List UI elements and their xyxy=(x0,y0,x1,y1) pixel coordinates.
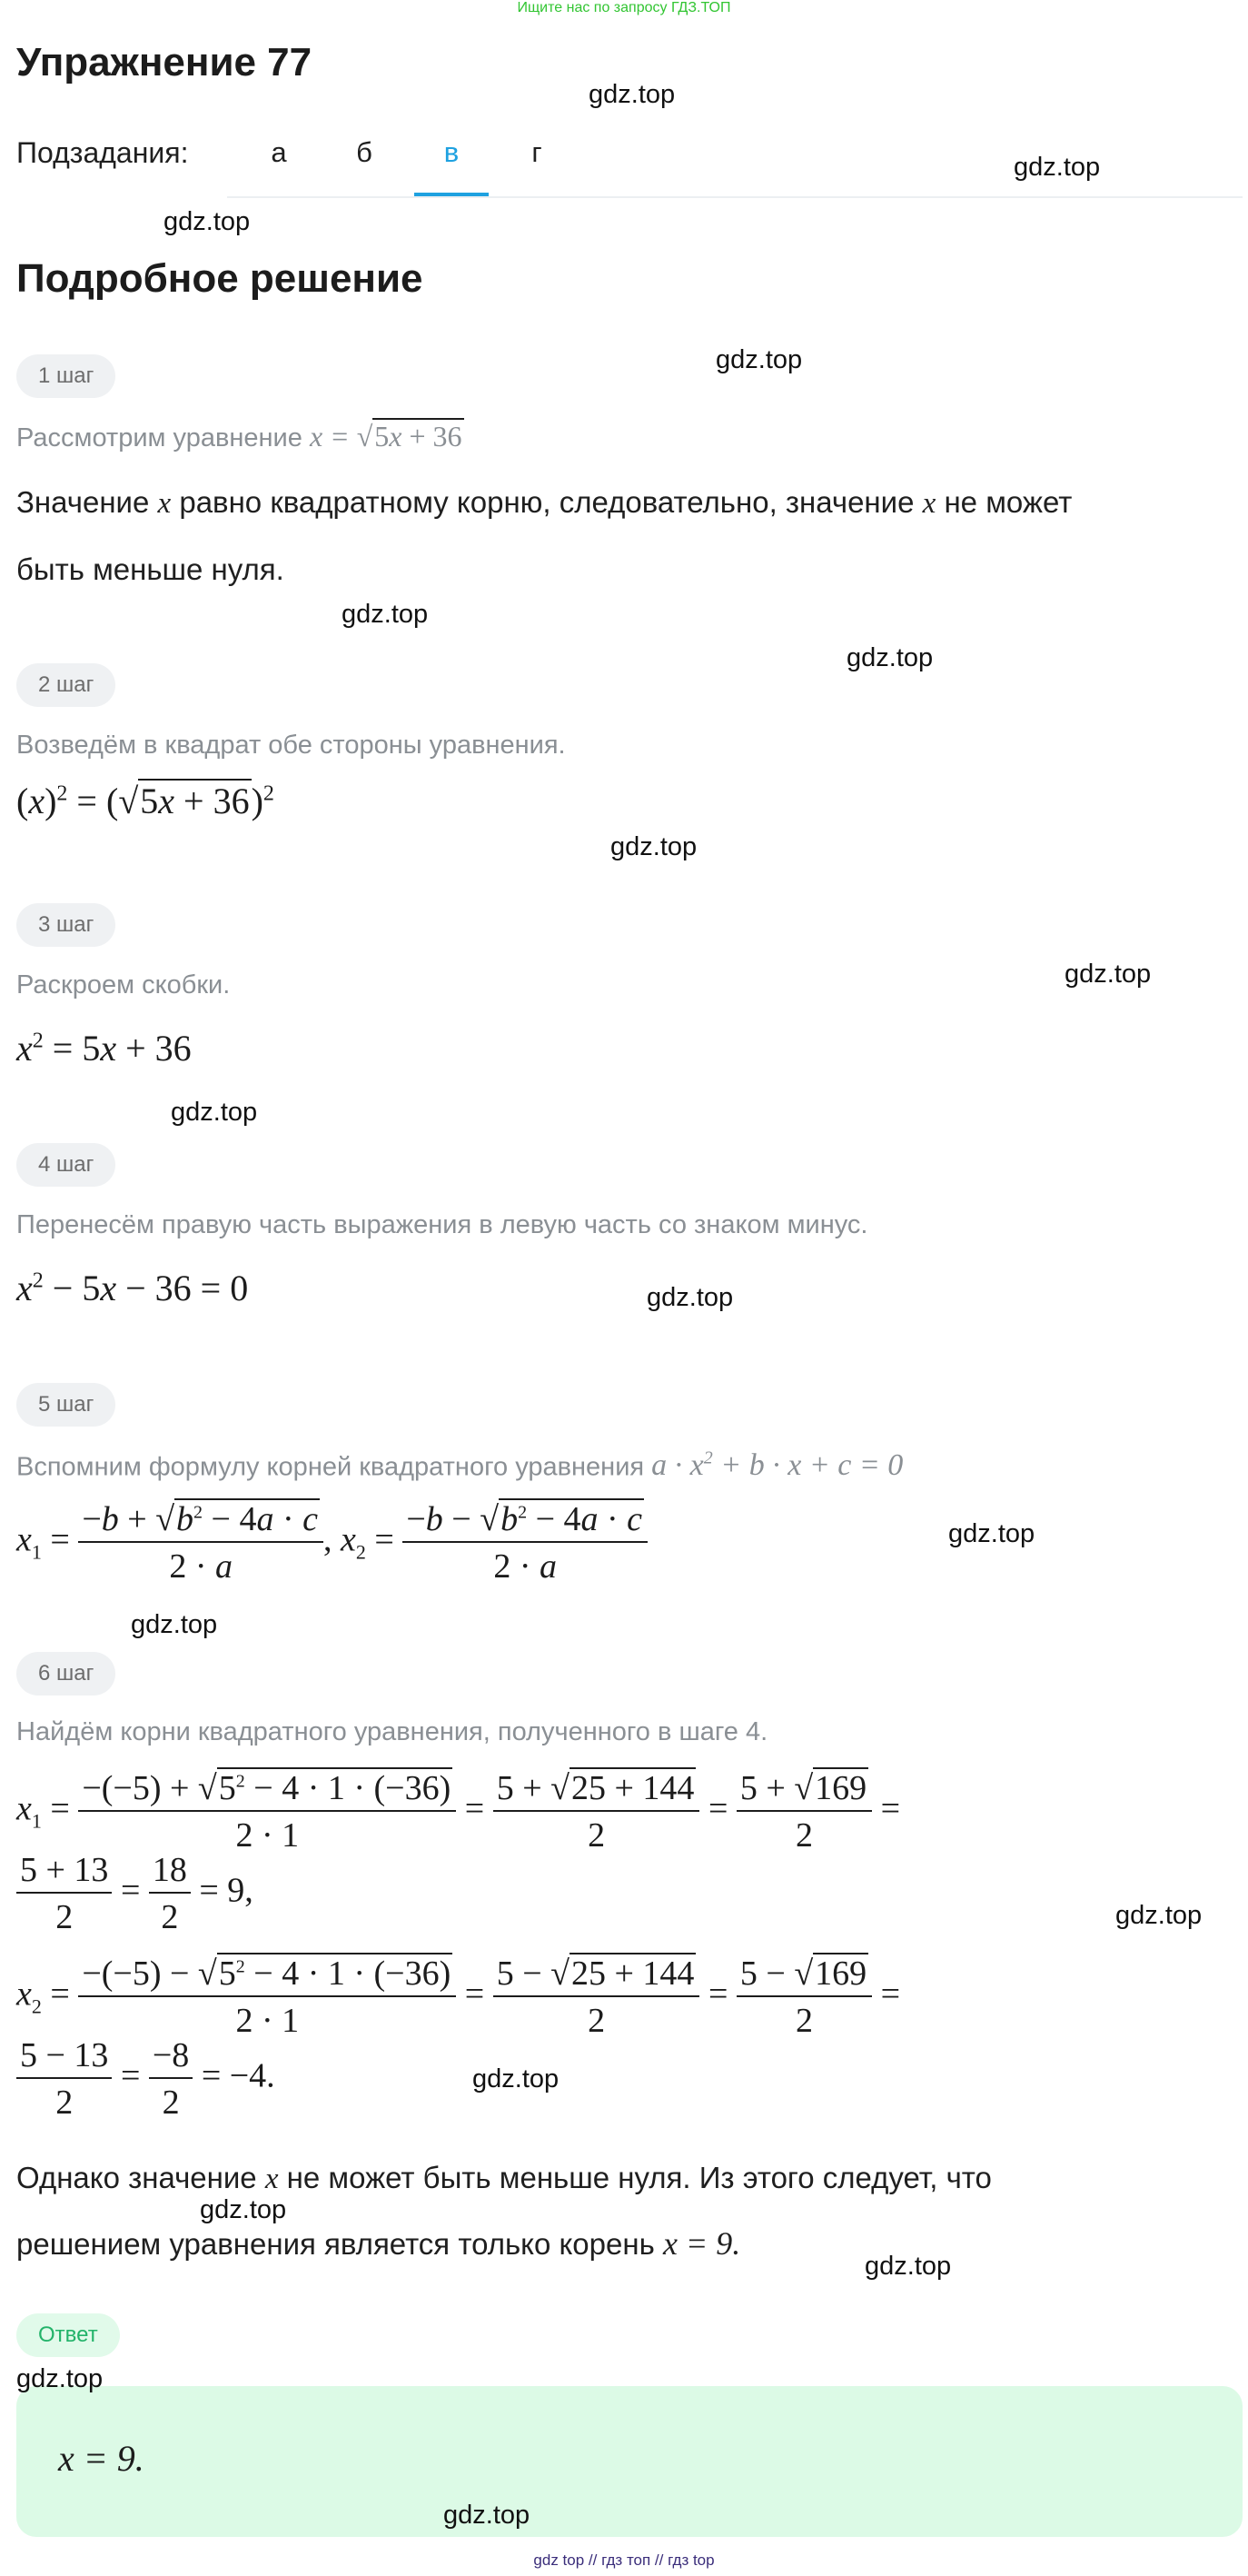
step-equation: $x^2 - 5x - 36 = 0$ xyxy=(16,1268,249,1308)
step-description: Найдём корни квадратного уравнения, полученного в шаге 4. xyxy=(16,1717,768,1746)
watermark: gdz.top xyxy=(171,1098,258,1127)
step-badge: 2 шаг xyxy=(16,663,115,707)
tab-a[interactable]: а xyxy=(271,136,287,168)
watermark: gdz.top xyxy=(647,1283,734,1312)
watermark: gdz.top xyxy=(948,1519,1035,1548)
watermark: gdz.top xyxy=(1065,960,1152,989)
root-x1-result: $\frac{5 + 13}{2}$ = $\frac{18}{2}$ = 9, xyxy=(16,1850,253,1937)
root-x1-calc: $x_1$ = $\frac{-(-5) + √5^2 - 4 \cdot 1 \cdot (-36)}{2 \cdot 1}$ = $\frac{5 + √25 + 144}{2}$ = $\frac{5 + √169}{2}$ = xyxy=(16,1769,901,1855)
root-x2-calc: $x_2$ = $\frac{-(-5) - √5^2 - 4 \cdot 1 \cdot (-36)}{2 \cdot 1}$ = $\frac{5 - √25 + 144}{2}$ = $\frac{5 - √169}{2}$ = xyxy=(16,1954,901,2040)
watermark: gdz.top xyxy=(342,600,429,629)
step-description: Раскроем скобки. xyxy=(16,970,231,1000)
answer-badge: Ответ xyxy=(16,2313,120,2357)
watermark: gdz.top xyxy=(847,643,934,672)
step-badge: 6 шаг xyxy=(16,1652,115,1696)
answer-box xyxy=(16,2386,1243,2537)
watermark: gdz.top xyxy=(1014,153,1101,182)
step-description: Перенесём правую часть выражения в левую часть со знаком минус. xyxy=(16,1210,868,1239)
watermark: gdz.top xyxy=(200,2195,287,2224)
step-badge: 1 шаг xyxy=(16,354,115,398)
page-title: Упражнение 77 xyxy=(16,40,312,85)
step1-explanation-line2: быть меньше нуля. xyxy=(16,552,284,586)
step-description: Возведём в квадрат обе стороны уравнения. xyxy=(16,731,566,760)
watermark: gdz.top xyxy=(472,2064,560,2094)
step-equation: $x^2 = 5x + 36$ xyxy=(16,1028,192,1069)
active-tab-underline xyxy=(414,193,489,196)
answer-value: x = 9. xyxy=(58,2438,144,2479)
tab-v[interactable]: в xyxy=(443,136,460,168)
watermark: gdz.top xyxy=(16,2364,104,2393)
tab-b[interactable]: б xyxy=(356,136,372,168)
watermark: gdz.top xyxy=(163,207,251,236)
conclusion-line1: Однако значение x не может быть меньше нуля. Из этого следует, что xyxy=(16,2161,992,2195)
watermark: gdz.top xyxy=(589,80,676,109)
tab-g[interactable]: г xyxy=(531,136,542,168)
step-equation: $(x)^2 = (√5x + 36)^2$ xyxy=(16,781,274,821)
footer-links: gdz top // гдз топ // гдз top xyxy=(533,2551,715,2569)
watermark: gdz.top xyxy=(131,1610,218,1639)
step-description: Рассмотрим уравнение x = √5x + 36 xyxy=(16,420,462,453)
step-badge: 5 шаг xyxy=(16,1383,115,1427)
watermark: gdz.top xyxy=(865,2252,952,2281)
solution-title: Подробное решение xyxy=(16,256,423,301)
conclusion-line2: решением уравнения является только корень x = 9. xyxy=(16,2225,741,2262)
watermark: gdz.top xyxy=(1115,1901,1203,1930)
step-description: Вспомним формулу корней квадратного уравнения $a \cdot x^2 + b \cdot x + c = 0$ xyxy=(16,1448,904,1483)
watermark: gdz.top xyxy=(716,345,803,374)
quadratic-formula: $x_1$ = $\frac{-b + √b^2 - 4a \cdot c}{2 \cdot a}$ , $x_2$ = $\frac{-b - √b^2 - 4a \cdot c}{2 \cdot a}$ xyxy=(16,1499,648,1586)
step-badge: 4 шаг xyxy=(16,1143,115,1187)
step-badge: 3 шаг xyxy=(16,903,115,947)
step1-explanation: Значение x равно квадратному корню, следовательно, значение x не может xyxy=(16,485,1073,520)
watermark: gdz.top xyxy=(443,2501,530,2530)
subtasks-label: Подзадания: xyxy=(16,136,189,169)
root-x2-result: $\frac{5 - 13}{2}$ = $\frac{-8}{2}$ = −4. xyxy=(16,2035,275,2123)
top-search-note: Ищите нас по запросу ГДЗ.ТОП xyxy=(517,0,731,15)
watermark: gdz.top xyxy=(610,832,698,861)
